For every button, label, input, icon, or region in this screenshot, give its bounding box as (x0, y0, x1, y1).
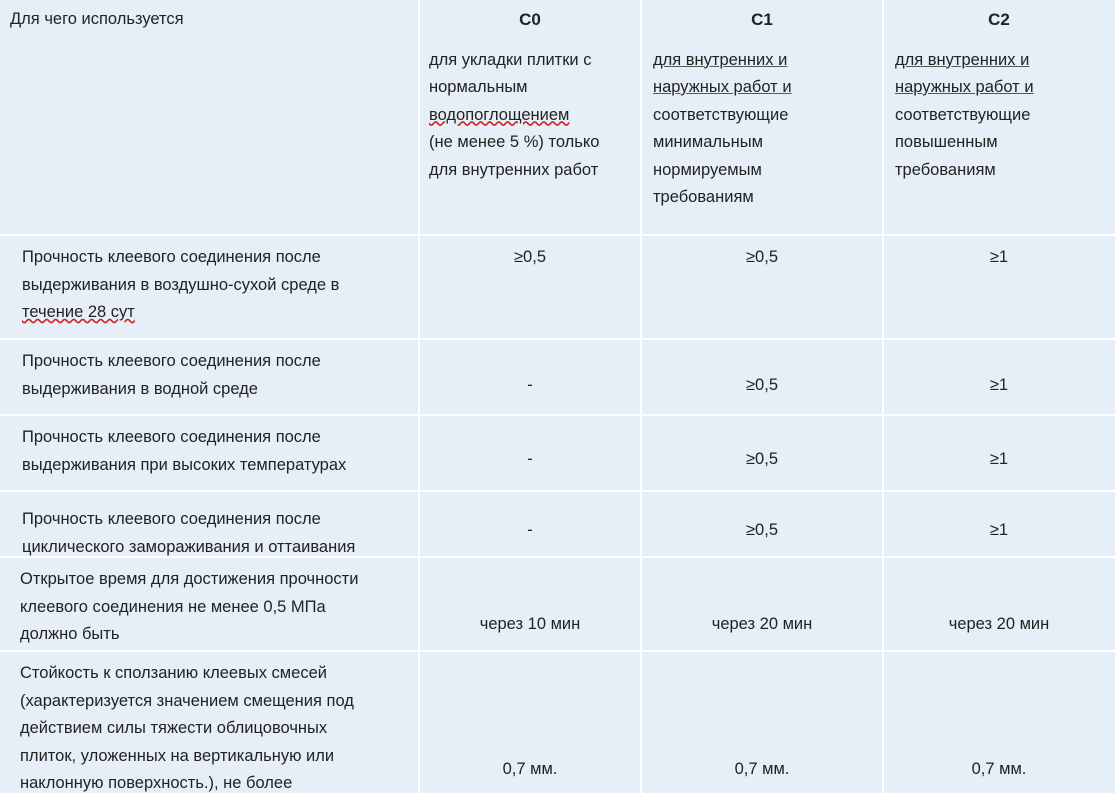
value-text: ≥0,5 (746, 248, 778, 266)
value-text: - (527, 450, 533, 468)
purpose-label: Для чего используется (10, 10, 184, 28)
row-label (0, 340, 419, 414)
value-cell-c2 (883, 492, 1115, 556)
table-row (0, 558, 1115, 650)
column-title-c0: С0 (519, 10, 541, 29)
desc-line: для внутренних работ (429, 160, 599, 179)
row-label (0, 492, 419, 556)
desc-line: соответствующие (653, 105, 789, 124)
value-cell-c2 (883, 416, 1115, 490)
row-divider (0, 414, 1115, 416)
value-text: ≥1 (989, 521, 1009, 539)
desc-line: требованиям (895, 160, 996, 179)
column-desc-c0 (419, 47, 641, 185)
value-cell-c0 (419, 340, 641, 414)
value-text: ≥1 (989, 376, 1009, 394)
table-row (0, 236, 1115, 338)
label-line: (характеризуется значением смещения под (20, 691, 354, 710)
value-text: ≥0,5 (746, 521, 778, 539)
desc-line: (не менее 5 %) только (429, 133, 600, 151)
value-cell-c1 (641, 236, 883, 338)
column-divider (418, 0, 420, 793)
desc-line: соответствующие (895, 105, 1031, 124)
label-line: Прочность клеевого соединения после (22, 510, 321, 528)
column-title-c2: С2 (988, 10, 1010, 29)
row-label (0, 558, 419, 650)
column-c2 (883, 0, 1115, 234)
value-cell-c1 (641, 416, 883, 490)
value-cell-c0 (419, 558, 641, 650)
value-cell-c1 (641, 652, 883, 793)
value-text: ≥1 (989, 248, 1009, 266)
value-cell-c2 (883, 340, 1115, 414)
value-text: - (527, 521, 533, 539)
value-cell-c2 (883, 236, 1115, 338)
label-line: клеевого соединения не менее 0,5 МПа (20, 597, 326, 616)
table-row (0, 652, 1115, 793)
value-cell-c0 (419, 652, 641, 793)
table-row (0, 340, 1115, 414)
row-label (0, 652, 419, 793)
label-line: Прочность клеевого соединения после (22, 352, 321, 370)
desc-line: наружных работ и (653, 78, 792, 96)
value-cell-c0 (419, 492, 641, 556)
label-line: выдерживания в воздушно-сухой среде в (22, 275, 340, 294)
label-line: действием силы тяжести облицовочных (20, 719, 328, 737)
value-cell-c0 (419, 416, 641, 490)
label-line: Стойкость к сползанию клеевых смесей (20, 664, 327, 682)
desc-line: водопоглощением (429, 105, 570, 124)
desc-line: повышенным (895, 133, 998, 151)
value-text: ≥1 (989, 450, 1009, 468)
table-row (0, 416, 1115, 490)
row-divider (0, 556, 1115, 558)
column-title-c1: С1 (751, 10, 773, 29)
value-cell-c2 (883, 652, 1115, 793)
desc-line: нормальным (429, 78, 528, 96)
column-c1 (641, 0, 883, 234)
label-line: выдерживания при высоких температурах (22, 455, 347, 474)
row-divider (0, 338, 1115, 340)
label-line: плиток, уложенных на вертикальную или (20, 746, 335, 765)
value-text: через 20 мин (711, 615, 813, 633)
label-line: течение 28 сут (22, 303, 135, 321)
row-label (0, 236, 419, 338)
value-text: 0,7 мм. (971, 760, 1027, 778)
value-text: через 20 мин (948, 615, 1050, 633)
desc-line: для укладки плитки с (429, 50, 592, 69)
column-divider (640, 0, 642, 793)
value-cell-c1 (641, 340, 883, 414)
value-cell-c1 (641, 558, 883, 650)
value-text: 0,7 мм. (502, 760, 558, 778)
desc-line: нормируемым (653, 160, 762, 179)
value-text: ≥0,5 (746, 450, 778, 468)
value-text: 0,7 мм. (734, 760, 790, 778)
desc-line: для внутренних и (653, 50, 788, 69)
table-row (0, 492, 1115, 556)
label-line: Прочность клеевого соединения после (22, 248, 321, 266)
header-row (0, 0, 1115, 234)
label-line: Прочность клеевого соединения после (22, 428, 321, 446)
value-text: ≥0,5 (514, 248, 546, 266)
desc-line: минимальным (653, 133, 763, 151)
desc-line: требованиям (653, 188, 754, 206)
row-divider (0, 234, 1115, 236)
value-text: ≥0,5 (746, 376, 778, 394)
label-line: циклического замораживания и оттаивания (22, 537, 356, 556)
row-divider (0, 490, 1115, 492)
value-cell-c2 (883, 558, 1115, 650)
label-line: наклонную поверхность.), не более (20, 774, 293, 792)
row-label (0, 416, 419, 490)
row-divider (0, 650, 1115, 652)
label-line: выдерживания в водной среде (22, 379, 258, 398)
column-divider (882, 0, 884, 793)
desc-line: для внутренних и (895, 50, 1030, 69)
column-c0 (419, 0, 641, 234)
column-desc-c1 (641, 47, 883, 212)
value-cell-c0 (419, 236, 641, 338)
column-desc-c2 (883, 47, 1115, 185)
desc-line: наружных работ и (895, 78, 1034, 96)
label-line: Открытое время для достижения прочности (20, 570, 359, 588)
value-text: - (527, 376, 533, 394)
value-text: через 10 мин (479, 615, 581, 633)
label-line: должно быть (20, 625, 120, 643)
value-cell-c1 (641, 492, 883, 556)
